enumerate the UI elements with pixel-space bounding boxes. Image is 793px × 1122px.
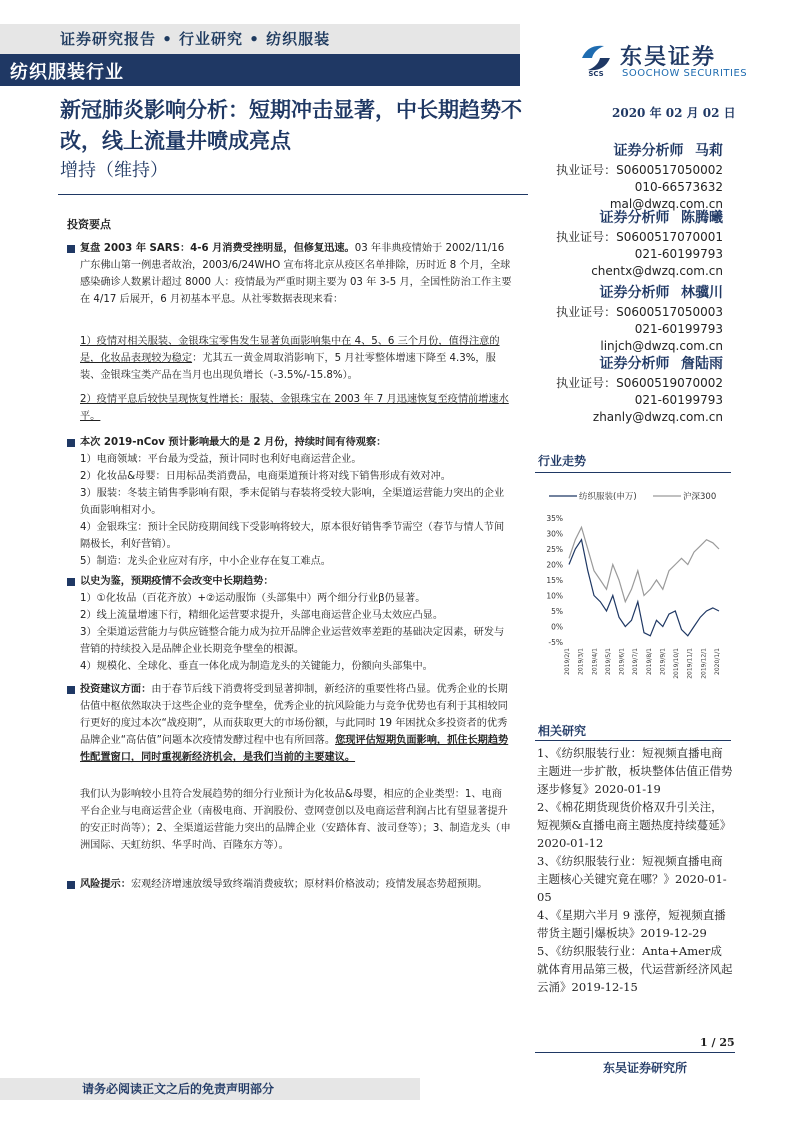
divider: [535, 1052, 735, 1053]
related-item[interactable]: 4、《星期六半月 9 涨停，短视频直播带货主题引爆板块》2019-12-29: [537, 908, 726, 940]
logo-text: 东吴证券: [620, 45, 717, 70]
x-tick-label: 2019/10/1: [673, 648, 681, 679]
analyst-block: [556, 282, 723, 355]
report-title: 新冠肺炎影响分析：短期冲击显著，中长期趋势不改，线上流量井喷成亮点: [60, 97, 522, 153]
page-number: 1 / 25: [700, 1036, 735, 1049]
related-item[interactable]: 3、《纺织服装行业：短视频直播电商主题核心关键究竟在哪？》2020-01-05: [537, 854, 727, 904]
bullet-icon: [67, 578, 75, 586]
section-heading: 投资要点: [67, 218, 111, 231]
y-tick-label: 20%: [546, 560, 563, 570]
bullet-icon: [67, 245, 75, 253]
analyst-phone: 010-66573632: [634, 180, 723, 194]
legend-label-0: 纺织服装(申万): [579, 492, 637, 502]
analyst-role: 证券分析师: [599, 210, 670, 226]
y-tick-label: 10%: [546, 591, 563, 601]
related-heading: 相关研究: [538, 724, 587, 738]
analyst-cert: 执业证号：S0600517050002: [556, 163, 723, 177]
analyst-name: 马莉: [695, 143, 723, 159]
rating: 增持（维持）: [60, 160, 168, 181]
analyst-name: 詹陆雨: [681, 356, 723, 372]
x-tick-label: 2019/11/1: [686, 648, 694, 679]
paragraph-targets: 我们认为影响较小且符合发展趋势的细分行业预计为化妆品&母婴，相应的企业类型：1、电商平台企业与电商运营企业（南极电商、开润股份、壹网壹创以及电商运营利润占比有望显著提升的安正时尚等）；2、全渠道运营能力突出的品牌企业（安踏体育、波司登等）；3、制造龙头（申洲国际、天虹纺织、华孚时尚、百隆东方等）。: [80, 789, 511, 851]
paragraph-sars: 复盘 2003 年 SARS：4-6 月消费受挫明显，但修复迅速。03 年非典疫情始于 2002/11/16 广东佛山第一例患者故治，2003/6/24WHO 宣布将北京从疫区名单排除，历时近 8 个月，全球感染确诊人数累计超过 8000 人：疫情最为严重时期主要为 03 年 3-5 月，全国性防治工作主要在 4/17 后展开，6 月初基本平息。从社零数据表现来看：: [80, 243, 512, 305]
analyst-role: 证券分析师: [599, 356, 670, 372]
x-tick-label: 2019/3/1: [577, 648, 585, 675]
analyst-email[interactable]: zhanly@dwzq.com.cn: [592, 410, 723, 424]
analyst-phone: 021-60199793: [634, 322, 723, 336]
series-line-1: [569, 527, 719, 601]
analyst-block: [556, 207, 723, 280]
analyst-role: 证券分析师: [613, 143, 684, 159]
analyst-name: 陈腾曦: [681, 210, 723, 226]
institution-name: 东吴证券研究所: [603, 1061, 688, 1075]
sector-label: 纺织服装行业: [10, 62, 124, 83]
paragraph-risk: 风险提示：宏观经济增速放缓导致终端消费疲软；原材料价格波动；疫情发展态势超预期。: [80, 879, 488, 890]
analyst-email[interactable]: linjch@dwzq.com.cn: [600, 339, 723, 353]
series-line-0: [569, 540, 719, 636]
paragraph-trend: 以史为鉴，预期疫情不会改变中长期趋势： 1）①化妆品（百花齐放）+②运动服饰（头部集中）两个细分行业β仍显著。 2）线上流量增速下行，精细化运营要求提升，头部电商运营企业马太效应凸显。 3）全渠道运营能力与供应链整合能力成为拉开品牌企业运营效率差距的基础决定因素，研发与营销的持续投入是品牌企业长期竞争壁垒的根源。 4）规模化、全球化、垂直一体化成为制造龙头的关键能力，份额向头部集中。: [80, 576, 505, 672]
y-tick-label: -5%: [548, 638, 563, 647]
paragraph-ncov: 本次 2019-nCov 预计影响最大的是 2 月份，持续时间有待观察： 1）电商领域：平台最为受益，预计同时也利好电商运营企业。 2）化妆品&母婴：日用标品类消费品，电商渠道预计将对线下销售形成有效对冲。 3）服装：冬装主销售季影响有限，季末促销与春装将受较大影响，全渠道运营能力突出的企业负面影响相对小。 4）金银珠宝：预计全民防疫期间线下受影响将较大，原本很好销售季节需空（春节与情人节间隔极长，利好营销）。 5）制造：龙头企业应对有序，中小企业存在复工难点。: [80, 437, 505, 567]
related-item[interactable]: 1、《纺织服装行业：短视频直播电商主题进一步扩散，板块整体估值正借势逐步修复》2020-01-19: [537, 746, 733, 796]
breadcrumb: 证券研究报告 • 行业研究 • 纺织服装: [60, 30, 331, 48]
industry-trend-chart: [535, 480, 735, 690]
analyst-block: [556, 353, 723, 426]
analyst-cert: 执业证号：S0600517050003: [556, 305, 723, 319]
chart-section-heading: 行业走势: [538, 454, 587, 468]
y-tick-label: 0%: [551, 622, 563, 632]
analyst-block: [556, 140, 723, 213]
analyst-name: 林骥川: [681, 285, 723, 301]
analyst-phone: 021-60199793: [634, 247, 723, 261]
divider: [535, 740, 731, 741]
paragraph-sars-sub1: 1）疫情对相关服装、金银珠宝零售发生显著负面影响集中在 4、5、6 三个月份，值得注意的是，化妆品表现较为稳定：尤其五一黄金周取消影响下，5 月社零整体增速下降至 4.3%，服装、金银珠宝类产品在当月也出现负增长（-3.5%/-15.8%）。: [80, 336, 500, 381]
analyst-email[interactable]: mal@dwzq.com.cn: [609, 197, 723, 211]
analyst-cert: 执业证号：S0600517070001: [556, 230, 723, 244]
y-tick-label: 25%: [546, 545, 563, 554]
x-tick-label: 2019/5/1: [604, 648, 612, 675]
bullet-icon: [67, 881, 75, 889]
analyst-cert: 执业证号：S0600519070002: [556, 376, 723, 390]
divider: [58, 194, 528, 195]
analyst-phone: 021-60199793: [634, 393, 723, 407]
x-tick-label: 2019/6/1: [618, 648, 626, 675]
x-tick-label: 2019/12/1: [700, 648, 708, 679]
paragraph-advice: 投资建议方面：由于春节后线下消费将受到显著抑制，新经济的重要性将凸显。优秀企业的长期估值中枢依然取决于这些企业的竞争壁垒，优秀企业的抗风险能力与竞争优势也有利于其相较同行更好的度过本次“战疫期”，从而获取更大的市场份额，与此同时 19 年困扰众多投资者的优秀品牌企业“高估值”问题本次疫情发酵过程中也有所回落。您现评估短期负面影响，抓住长期趋势性配置窗口，同时重视新经济机会，是我们当前的主要建议。: [80, 684, 509, 763]
analyst-email[interactable]: chentx@dwzq.com.cn: [591, 264, 723, 278]
bullet-icon: [67, 686, 75, 694]
y-tick-label: 5%: [551, 607, 563, 616]
logo-icon: [576, 38, 616, 78]
x-tick-label: 2019/7/1: [632, 648, 640, 675]
bullet-icon: [67, 439, 75, 447]
related-item[interactable]: 5、《纺织服装行业：Anta+Amer成就体育用品第三极，代运营新经济风起云涌》2019-12-15: [537, 944, 733, 994]
x-tick-label: 2020/1/1: [714, 648, 721, 675]
logo-subtext: SOOCHOW SECURITIES: [622, 68, 748, 79]
disclaimer: 请务必阅读正文之后的免责声明部分: [82, 1082, 275, 1096]
report-date: 2020 年 02 月 02 日: [612, 106, 736, 120]
x-tick-label: 2019/9/1: [659, 648, 667, 675]
x-tick-label: 2019/2/1: [564, 648, 571, 675]
logo-mark-text: SCS: [588, 70, 604, 78]
y-tick-label: 35%: [546, 514, 563, 523]
y-tick-label: 15%: [546, 576, 563, 585]
related-item[interactable]: 2、《棉花期货现货价格双升引关注，短视频&直播电商主题热度持续蔓延》2020-01-12: [537, 800, 732, 850]
x-tick-label: 2019/4/1: [591, 648, 599, 675]
divider: [535, 472, 731, 473]
analyst-role: 证券分析师: [599, 285, 670, 301]
x-tick-label: 2019/8/1: [645, 648, 653, 675]
paragraph-sars-sub2: 2）疫情平息后较快呈现恢复性增长：服装、金银珠宝在 2003 年 7 月迅速恢复至疫情前增速水平。: [80, 394, 509, 422]
y-tick-label: 30%: [546, 529, 563, 539]
legend-label-1: 沪深300: [683, 492, 717, 502]
related-list: [537, 744, 733, 996]
